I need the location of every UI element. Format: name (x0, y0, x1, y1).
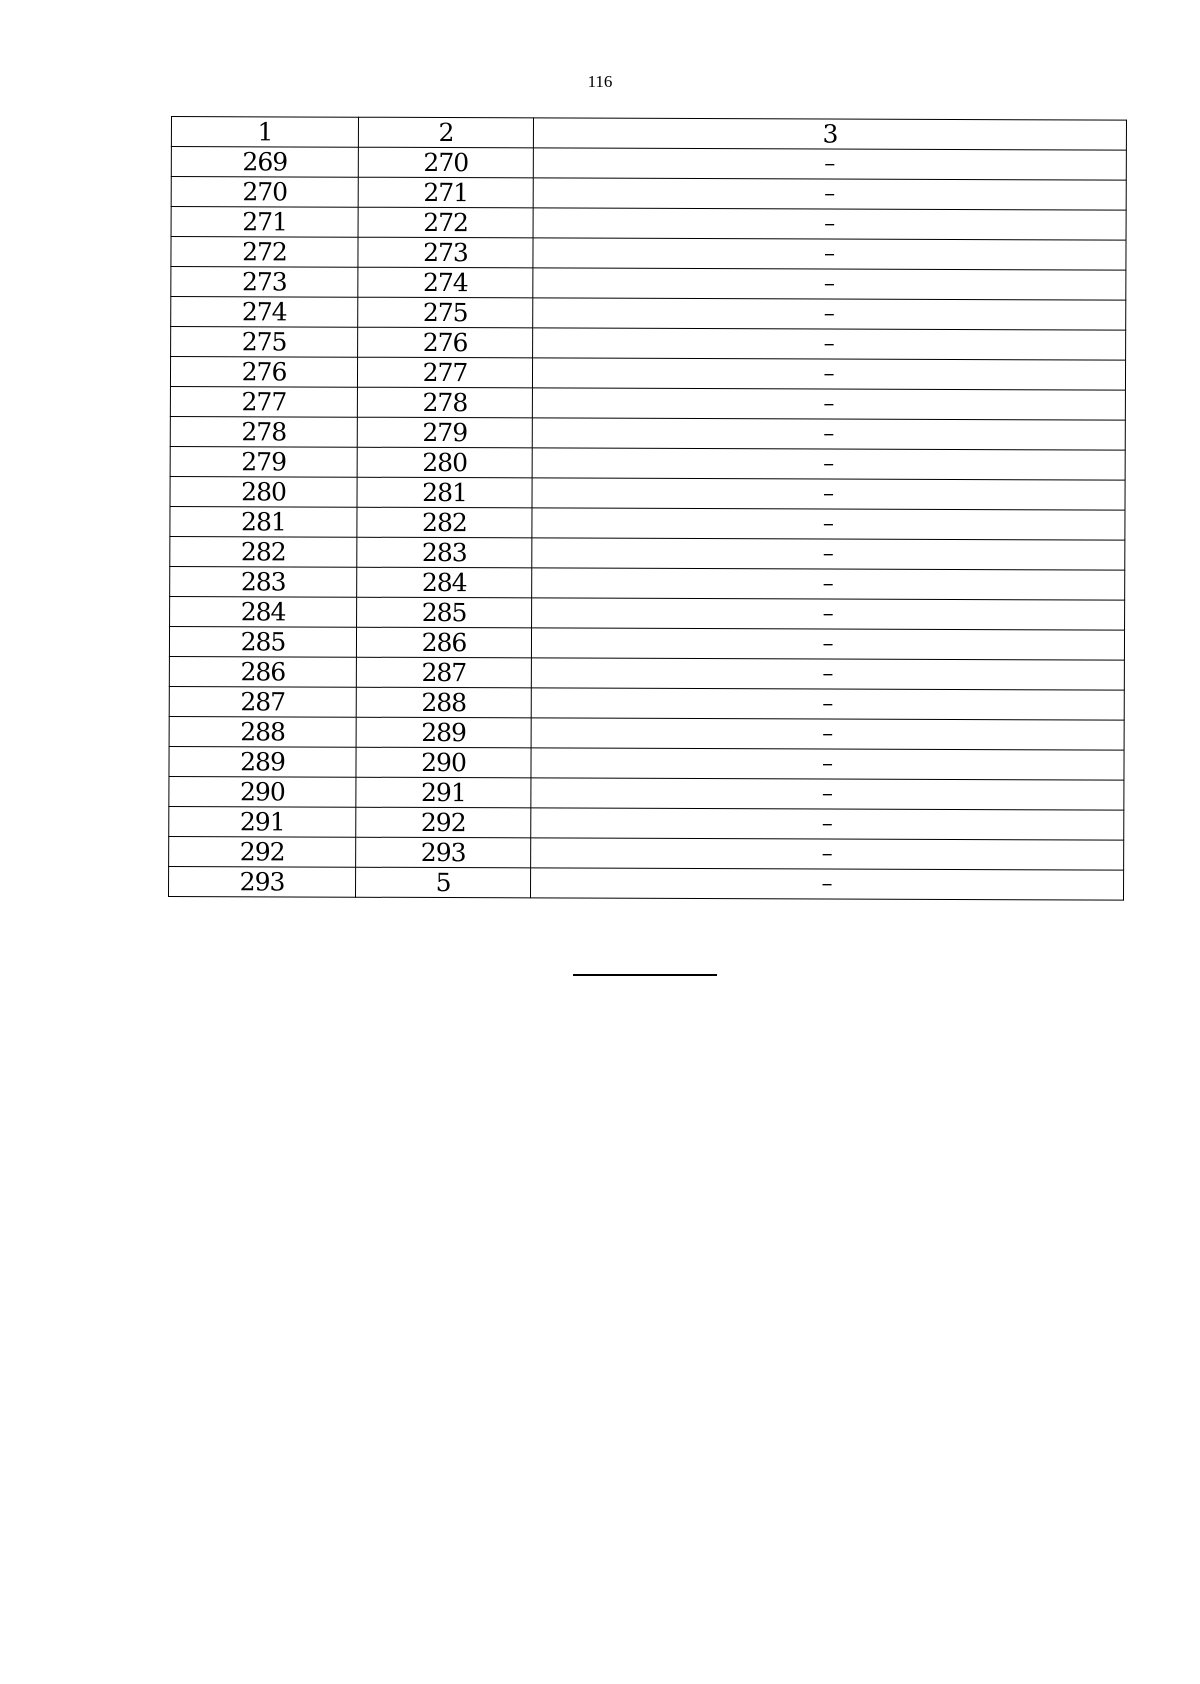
table-cell-col-3: – (533, 298, 1126, 330)
table-cell-col-1: 273 (171, 267, 358, 298)
table-cell-col-1: 285 (169, 626, 356, 657)
table-cell-col-3: – (532, 448, 1125, 480)
table-cell-col-1: 290 (169, 776, 356, 807)
table-row (170, 476, 1125, 510)
table-row (170, 536, 1125, 570)
table-cell-col-2: 282 (357, 507, 532, 538)
table-cell-col-2: 291 (356, 777, 531, 808)
table-cell-col-1: 275 (171, 327, 358, 358)
table-cell-col-1: 288 (169, 716, 356, 747)
table-cell-col-2: 5 (356, 867, 531, 898)
table-cell-col-2: 286 (356, 627, 531, 658)
end-rule (573, 974, 717, 976)
table-cell-col-1: 289 (169, 746, 356, 777)
table-cell-col-2: 288 (356, 687, 531, 718)
table-header (171, 117, 1126, 151)
table-cell-col-1: 280 (170, 476, 357, 507)
table-cell-col-3: – (531, 748, 1124, 780)
table-row (169, 716, 1124, 750)
table-cell-col-3: – (533, 328, 1126, 360)
table-cell-col-1: 271 (171, 207, 358, 238)
table-cell-col-3: – (533, 208, 1126, 240)
column-header-3: 3 (533, 118, 1126, 150)
table-cell-col-1: 292 (169, 836, 356, 867)
table-cell-col-1: 282 (170, 536, 357, 567)
table-cell-col-3: – (532, 538, 1125, 570)
table-row (170, 357, 1125, 391)
table-cell-col-2: 273 (358, 237, 533, 268)
table-row (171, 147, 1126, 181)
page-number: 116 (587, 72, 613, 91)
table-row (169, 836, 1124, 870)
table-row (170, 386, 1125, 420)
table-row (169, 746, 1124, 780)
table-cell-col-1: 293 (169, 866, 356, 897)
table-container (168, 116, 1127, 901)
table-cell-col-1: 283 (170, 566, 357, 597)
table-row (169, 866, 1124, 900)
table-row (169, 626, 1124, 660)
table-row (171, 207, 1126, 241)
table-cell-col-3: – (533, 238, 1126, 270)
header-row (171, 117, 1126, 151)
table-cell-col-2: 290 (356, 747, 531, 778)
table-row (171, 297, 1126, 331)
table-cell-col-1: 284 (170, 596, 357, 627)
table-cell-col-1: 274 (171, 297, 358, 328)
table-row (169, 686, 1124, 720)
table-cell-col-1: 287 (169, 686, 356, 717)
table-cell-col-1: 276 (170, 357, 357, 388)
table-cell-col-3: – (531, 778, 1124, 810)
table-cell-col-1: 270 (171, 177, 358, 208)
table-cell-col-3: – (532, 358, 1125, 390)
table-cell-col-3: – (531, 658, 1124, 690)
table-cell-col-3: – (531, 718, 1124, 750)
table-cell-col-1: 277 (170, 386, 357, 417)
table-cell-col-3: – (532, 478, 1125, 510)
table-cell-col-2: 289 (356, 717, 531, 748)
table-cell-col-2: 272 (358, 207, 533, 238)
table-cell-col-1: 269 (171, 147, 358, 178)
table-cell-col-3: – (531, 808, 1124, 840)
table-row (171, 237, 1126, 271)
table-cell-col-2: 270 (358, 147, 533, 178)
table-row (171, 327, 1126, 361)
table-row (170, 596, 1125, 630)
table-cell-col-3: – (533, 178, 1126, 210)
table-cell-col-1: 291 (169, 806, 356, 837)
column-header-2: 2 (358, 117, 533, 148)
table-row (170, 446, 1125, 480)
table-cell-col-2: 278 (357, 387, 532, 418)
table-cell-col-2: 283 (357, 537, 532, 568)
table-cell-col-3: – (531, 628, 1124, 660)
table-cell-col-2: 279 (357, 417, 532, 448)
table-row (171, 267, 1126, 301)
table-cell-col-2: 293 (356, 837, 531, 868)
table-cell-col-2: 277 (357, 357, 532, 388)
table-cell-col-3: – (532, 598, 1125, 630)
table-cell-col-3: – (531, 838, 1124, 870)
table-cell-col-2: 284 (357, 567, 532, 598)
table-cell-col-2: 274 (358, 267, 533, 298)
table-row (170, 506, 1125, 540)
column-header-1: 1 (171, 117, 358, 148)
table-cell-col-2: 280 (357, 447, 532, 478)
table-cell-col-1: 279 (170, 446, 357, 477)
table-cell-col-3: – (532, 508, 1125, 540)
table-cell-col-2: 287 (356, 657, 531, 688)
table-cell-col-1: 278 (170, 416, 357, 447)
table-row (170, 566, 1125, 600)
table-cell-col-2: 271 (358, 177, 533, 208)
table-cell-col-3: – (532, 418, 1125, 450)
table-row (170, 416, 1125, 450)
table-cell-col-2: 285 (357, 597, 532, 628)
table-row (169, 776, 1124, 810)
table-cell-col-2: 275 (358, 297, 533, 328)
table-cell-col-3: – (532, 388, 1125, 420)
table-row (171, 177, 1126, 211)
table-cell-col-1: 281 (170, 506, 357, 537)
data-table (168, 116, 1127, 901)
table-row (169, 806, 1124, 840)
table-cell-col-3: – (532, 568, 1125, 600)
table-cell-col-2: 281 (357, 477, 532, 508)
table-cell-col-3: – (531, 868, 1124, 900)
table-body (169, 147, 1127, 901)
table-row (169, 656, 1124, 690)
table-cell-col-3: – (531, 688, 1124, 720)
table-cell-col-1: 286 (169, 656, 356, 687)
table-cell-col-3: – (533, 268, 1126, 300)
table-cell-col-2: 276 (358, 327, 533, 358)
table-cell-col-3: – (533, 148, 1126, 180)
table-cell-col-2: 292 (356, 807, 531, 838)
table-cell-col-1: 272 (171, 237, 358, 268)
